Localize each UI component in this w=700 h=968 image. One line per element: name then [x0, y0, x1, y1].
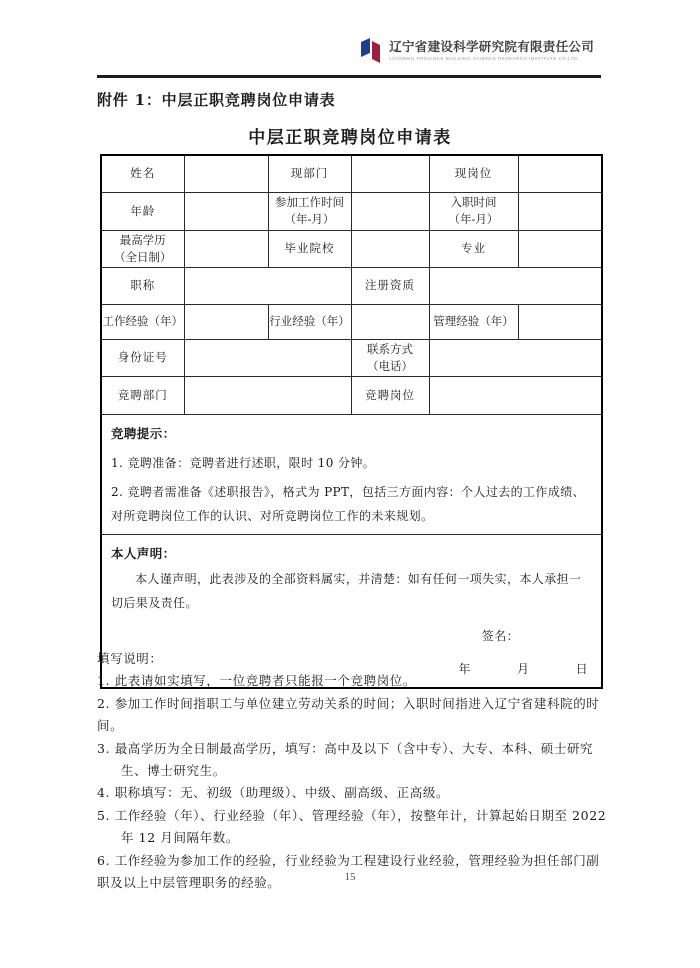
table-row: [101, 304, 602, 339]
field-professional-title-value: [184, 267, 351, 304]
company-name-en: LIAONING PROVINCE BUILDING SCIENCE RESEARCH INSTITUTE CO.LTD.: [389, 55, 580, 61]
label-name: 姓名: [101, 155, 184, 192]
field-id-number-value: [184, 339, 351, 376]
label-professional-title: 职称: [101, 267, 184, 304]
table-row: [101, 155, 602, 192]
tips-heading: 竞聘提示：: [111, 425, 176, 441]
field-industry-experience-value: [351, 304, 429, 339]
table-row: [101, 376, 602, 414]
instruction-item: 1. 此表请如实填写，一位竞聘者只能报一个竞聘岗位。: [97, 673, 417, 689]
label-target-department: 竞聘部门: [101, 376, 184, 414]
page-number: 15: [344, 871, 356, 883]
field-work-start-date-value: [351, 192, 429, 230]
form-title: 中层正职竞聘岗位申请表: [248, 128, 452, 148]
table-row: [101, 414, 602, 535]
application-form-table: [100, 154, 603, 689]
label-major: 专业: [429, 230, 518, 267]
label-target-position: 竞聘岗位: [351, 376, 429, 414]
label-graduate-school: 毕业院校: [268, 230, 351, 267]
instruction-item: 3. 最高学历为全日制最高学历，填写：高中及以下（含中专）、大专、本科、硕士研究生、博士研究生。: [97, 740, 594, 779]
declaration-heading: 本人声明：: [111, 546, 176, 562]
label-registered-qualification: 注册资质: [351, 267, 429, 304]
label-id-number: 身份证号: [101, 339, 184, 376]
field-current-position-value: [518, 155, 602, 192]
date-day-label: 日: [575, 661, 588, 676]
tips-item-1: 1. 竞聘准备：竞聘者进行述职，限时 10 分钟。: [111, 455, 376, 470]
instruction-item: 2. 参加工作时间指职工与单位建立劳动关系的时间；入职时间指进入辽宁省建科院的时间。: [97, 695, 600, 734]
field-major-value: [518, 230, 602, 267]
instruction-item: 6. 工作经验为参加工作的经验，行业经验为工程建设行业经验，管理经验为担任部门副职及以上中层管理职务的经验。: [97, 852, 600, 891]
label-hire-date: 入职时间 （年-月）: [429, 192, 518, 230]
date-month-label: 月: [516, 661, 530, 676]
field-graduate-school-value: [351, 230, 429, 267]
label-age: 年龄: [101, 192, 184, 230]
field-work-experience-value: [184, 304, 268, 339]
company-name: 辽宁省建设科学研究院有限责任公司: [389, 40, 594, 55]
signature-label: 签名：: [481, 629, 519, 644]
table-row: [101, 192, 602, 230]
table-row: [101, 267, 602, 304]
tips-section: [101, 414, 602, 535]
tips-item-2: 2. 竞聘者需准备《述职报告》，格式为 PPT，包括三方面内容：个人过去的工作成绩、对所竞聘岗位工作的认识、对所竞聘岗位工作的未来规划。: [111, 485, 586, 523]
label-management-experience: 管理经验（年）: [429, 304, 518, 339]
label-current-department: 现部门: [268, 155, 351, 192]
label-industry-experience: 行业经验（年）: [268, 304, 351, 339]
field-management-experience-value: [518, 304, 602, 339]
header-rule: [97, 75, 601, 78]
field-contact-phone-value: [429, 339, 602, 376]
table-row: [101, 339, 602, 376]
date-year-label: 年: [458, 661, 471, 676]
field-target-department-value: [184, 376, 351, 414]
declaration-body: 本人谨声明，此表涉及的全部资料属实，并清楚：如有任何一项失实，本人承担一切后果及责任。: [111, 572, 582, 610]
table-row: [101, 230, 602, 267]
field-age-value: [184, 192, 268, 230]
field-target-position-value: [429, 376, 602, 414]
label-highest-education: 最高学历 （全日制）: [101, 230, 184, 267]
label-work-start-date: 参加工作时间 （年-月）: [268, 192, 351, 230]
field-highest-education-value: [184, 230, 268, 267]
instructions-heading: 填写说明：: [97, 651, 163, 666]
field-name-value: [184, 155, 268, 192]
page-header: [359, 36, 594, 65]
label-current-position: 现岗位: [429, 155, 518, 192]
label-contact-phone: 联系方式 （电话）: [351, 339, 429, 376]
company-logo-icon: [359, 36, 383, 65]
field-registered-qualification-value: [429, 267, 602, 304]
attachment-title: 附件 1：中层正职竞聘岗位申请表: [97, 91, 336, 109]
instruction-item: 4. 职称填写：无、初级（助理级）、中级、副高级、正高级。: [97, 785, 450, 801]
instruction-item: 5. 工作经验（年）、行业经验（年）、管理经验（年），按整年计，计算起始日期至 2022 年 12 月间隔年数。: [97, 807, 607, 846]
field-hire-date-value: [518, 192, 602, 230]
label-work-experience: 工作经验（年）: [101, 304, 184, 339]
field-current-department-value: [351, 155, 429, 192]
instructions-section: [97, 648, 612, 894]
